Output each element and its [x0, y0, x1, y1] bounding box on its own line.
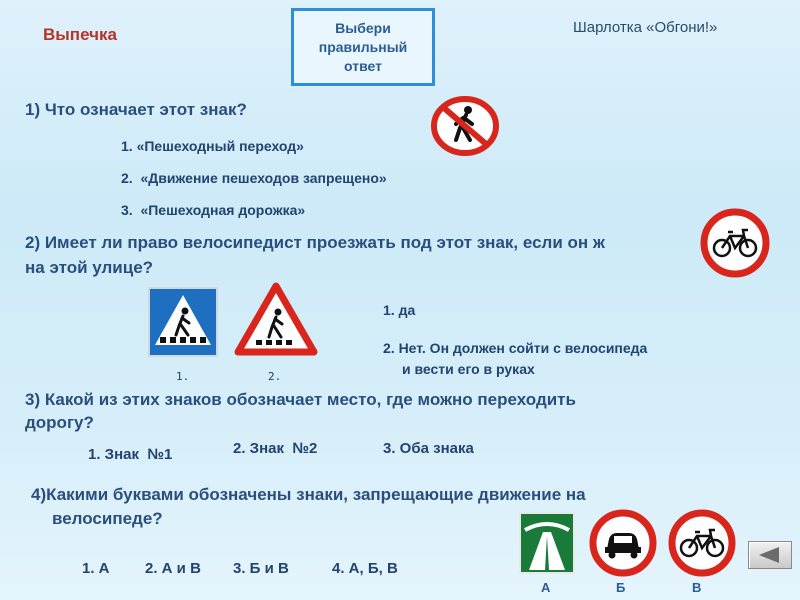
- question-1: 1) Что означает этот знак?: [25, 100, 247, 119]
- sign-number-2: 2.: [268, 370, 282, 383]
- question-4-line-2: велосипеде?: [52, 509, 163, 528]
- q1-option-2[interactable]: 2. «Движение пешеходов запрещено»: [121, 170, 387, 186]
- no-motor-vehicles-sign-icon: [589, 509, 657, 577]
- question-3-line-1: 3) Какой из этих знаков обозначает место, где можно переходить: [25, 390, 576, 409]
- q2-answer-2-line-1[interactable]: 2. Нет. Он должен сойти с велосипеда: [383, 340, 648, 356]
- q3-option-2[interactable]: 2. Знак №2: [233, 440, 318, 457]
- instruction-line-1: Выбери: [335, 19, 391, 36]
- q2-answer-2-line-2[interactable]: и вести его в руках: [402, 361, 535, 377]
- motorway-sign-icon: [519, 512, 575, 574]
- no-bicycles-sign-icon-2: [668, 509, 736, 577]
- no-pedestrians-sign-icon: [430, 96, 500, 156]
- pedestrian-crossing-sign-icon: [148, 287, 218, 357]
- instruction-line-2: правильный: [318, 38, 408, 55]
- sign-letter-v: В: [692, 580, 702, 595]
- question-3-line-2: дорогу?: [25, 413, 94, 432]
- pedestrian-warning-sign-icon: [234, 282, 318, 356]
- header-left-title: Выпечка: [43, 25, 117, 44]
- q1-option-3[interactable]: 3. «Пешеходная дорожка»: [121, 202, 306, 218]
- instruction-box: [291, 8, 435, 86]
- q3-option-3[interactable]: 3. Оба знака: [383, 440, 474, 457]
- q4-option-1[interactable]: 1. А: [82, 560, 110, 577]
- no-bicycles-sign-icon: [700, 208, 770, 278]
- back-button[interactable]: [748, 541, 792, 569]
- back-arrow-icon: [749, 542, 791, 568]
- sign-number-1: 1.: [176, 370, 190, 383]
- q2-answer-1[interactable]: 1. да: [383, 302, 416, 318]
- sign-letter-b: Б: [616, 580, 626, 595]
- question-2-line-1: 2) Имеет ли право велосипедист проезжать под этот знак, если он ж: [25, 233, 605, 252]
- q3-option-1[interactable]: 1. Знак №1: [88, 446, 173, 463]
- q4-option-2[interactable]: 2. А и В: [145, 560, 201, 577]
- header-right-title: Шарлотка «Обгони!»: [573, 19, 718, 36]
- sign-letter-a: А: [541, 580, 551, 595]
- q1-option-1[interactable]: 1. «Пешеходный переход»: [121, 138, 304, 154]
- question-2-line-2: на этой улице?: [25, 258, 154, 277]
- q4-option-3[interactable]: 3. Б и В: [233, 560, 289, 577]
- q4-option-4[interactable]: 4. А, Б, В: [332, 560, 398, 577]
- instruction-line-3: ответ: [344, 57, 382, 74]
- question-4-line-1: 4)Какими буквами обозначены знаки, запрещающие движение на: [31, 485, 586, 504]
